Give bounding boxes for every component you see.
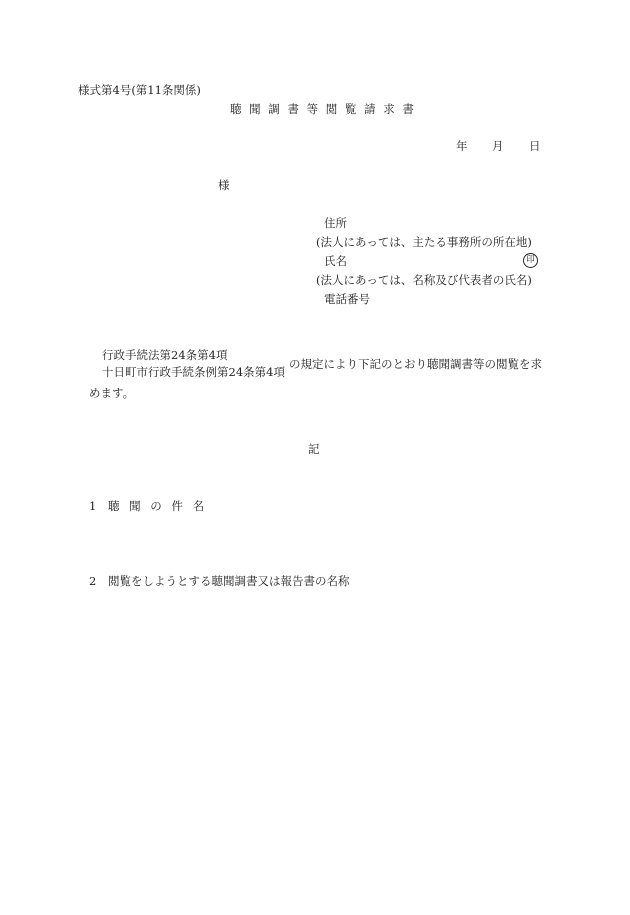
item-label-document-name: 閲覧をしようとする聴聞調書又は報告書の名称 <box>108 574 350 588</box>
request-body-text: の規定により下記のとおり聴聞調書等の閲覧を求 <box>289 357 542 371</box>
name-note: (法人にあっては、名称及び代表者の氏名) <box>316 273 532 287</box>
document-title: 聴 聞 調 書 等 閲 覧 請 求 書 <box>230 102 416 116</box>
phone-label: 電話番号 <box>324 292 370 306</box>
date-month-label: 月 <box>492 139 504 153</box>
form-number: 様式第4号(第11条関係) <box>78 83 201 97</box>
name-label: 氏名 <box>324 254 347 268</box>
address-note: (法人にあっては、主たる事務所の所在地) <box>316 235 532 249</box>
law-reference-2: 十日町市行政手続条例第24条第4項 <box>102 365 285 379</box>
item-number: 1 <box>89 499 97 513</box>
date-year-label: 年 <box>456 139 468 153</box>
addressee-suffix: 様 <box>218 178 230 192</box>
ki-heading: 記 <box>308 442 320 456</box>
law-reference-1: 行政手続法第24条第4項 <box>102 348 228 362</box>
address-label: 住所 <box>324 216 347 230</box>
request-body-text-continued: めます。 <box>89 386 135 400</box>
date-day-label: 日 <box>529 139 541 153</box>
item-label-hearing-subject: 聴 聞 の 件 名 <box>108 499 208 513</box>
seal-icon: 印 <box>523 253 538 268</box>
item-number: 2 <box>89 574 97 588</box>
